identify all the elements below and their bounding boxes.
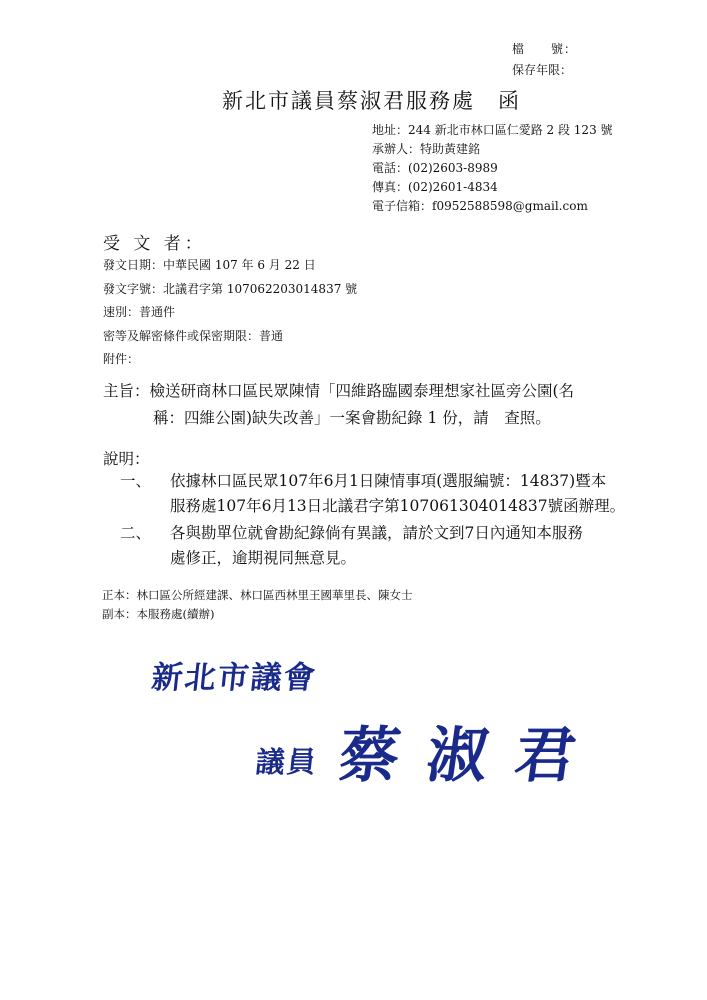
explanation-item-number: 二、 (120, 524, 152, 542)
main-recipients: 正本：林口區公所經建課、林口區西林里王國華里長、陳女士 (102, 588, 413, 602)
distribution-list (102, 586, 413, 624)
councilor-title-seal: 議員 (254, 745, 320, 779)
subject-line-1: 主旨：檢送研商林口區民眾陳情「四維路臨國泰理想家社區旁公園(名 (103, 382, 575, 400)
explanation-item-number: 一、 (120, 472, 152, 490)
delivery-speed: 速別：普通件 (103, 305, 176, 319)
copy-recipients: 副本：本服務處(續辦) (102, 607, 215, 621)
sender-fax: 傳真：(02)2601-4834 (372, 180, 498, 194)
explanation-item-line: 依據林口區民眾107年6月1日陳情事項(選服編號：14837)暨本 (170, 472, 607, 490)
document-title: 新北市議員蔡淑君服務處 函 (222, 89, 521, 113)
security-level: 密等及解密條件或保密期限：普通 (103, 328, 284, 343)
document-number: 發文字號：北議君字第 107062203014837 號 (103, 281, 358, 296)
explanation-heading: 說明： (103, 450, 150, 468)
sender-handler: 承辦人：特助黃建銘 (372, 142, 481, 156)
sender-info (372, 121, 613, 216)
explanation-item-line: 各與勘單位就會勘紀錄倘有異議，請於文到7日內通知本服務 (170, 524, 583, 542)
subject-line-2: 稱：四維公園)缺失改善」一案會勘紀錄 1 份，請 查照。 (153, 409, 551, 427)
sender-address: 地址：244 新北市林口區仁愛路 2 段 123 號 (372, 123, 613, 137)
sender-email: 電子信箱：f0952588598@gmail.com (372, 199, 588, 213)
retention-period-label: 保存年限： (512, 63, 573, 77)
councilor-name-seal: 蔡淑君 (334, 721, 609, 791)
document-meta (103, 254, 357, 372)
sender-phone: 電話：(02)2603-8989 (372, 161, 498, 175)
subject-section (103, 378, 623, 432)
explanation-list (120, 469, 630, 573)
file-number-label: 檔 號： (512, 42, 578, 56)
council-seal-text: 新北市議會 (149, 660, 319, 696)
recipient-label: 受 文 者： (103, 234, 206, 254)
attachment-label: 附件： (103, 352, 140, 366)
explanation-item (120, 521, 630, 571)
explanation-item-line: 服務處107年6月13日北議君字第107061304014837號函辦理。 (170, 497, 626, 515)
explanation-item (120, 469, 630, 519)
explanation-item-line: 處修正，逾期視同無意見。 (170, 549, 357, 567)
issue-date: 發文日期：中華民國 107 年 6 月 22 日 (103, 258, 316, 272)
